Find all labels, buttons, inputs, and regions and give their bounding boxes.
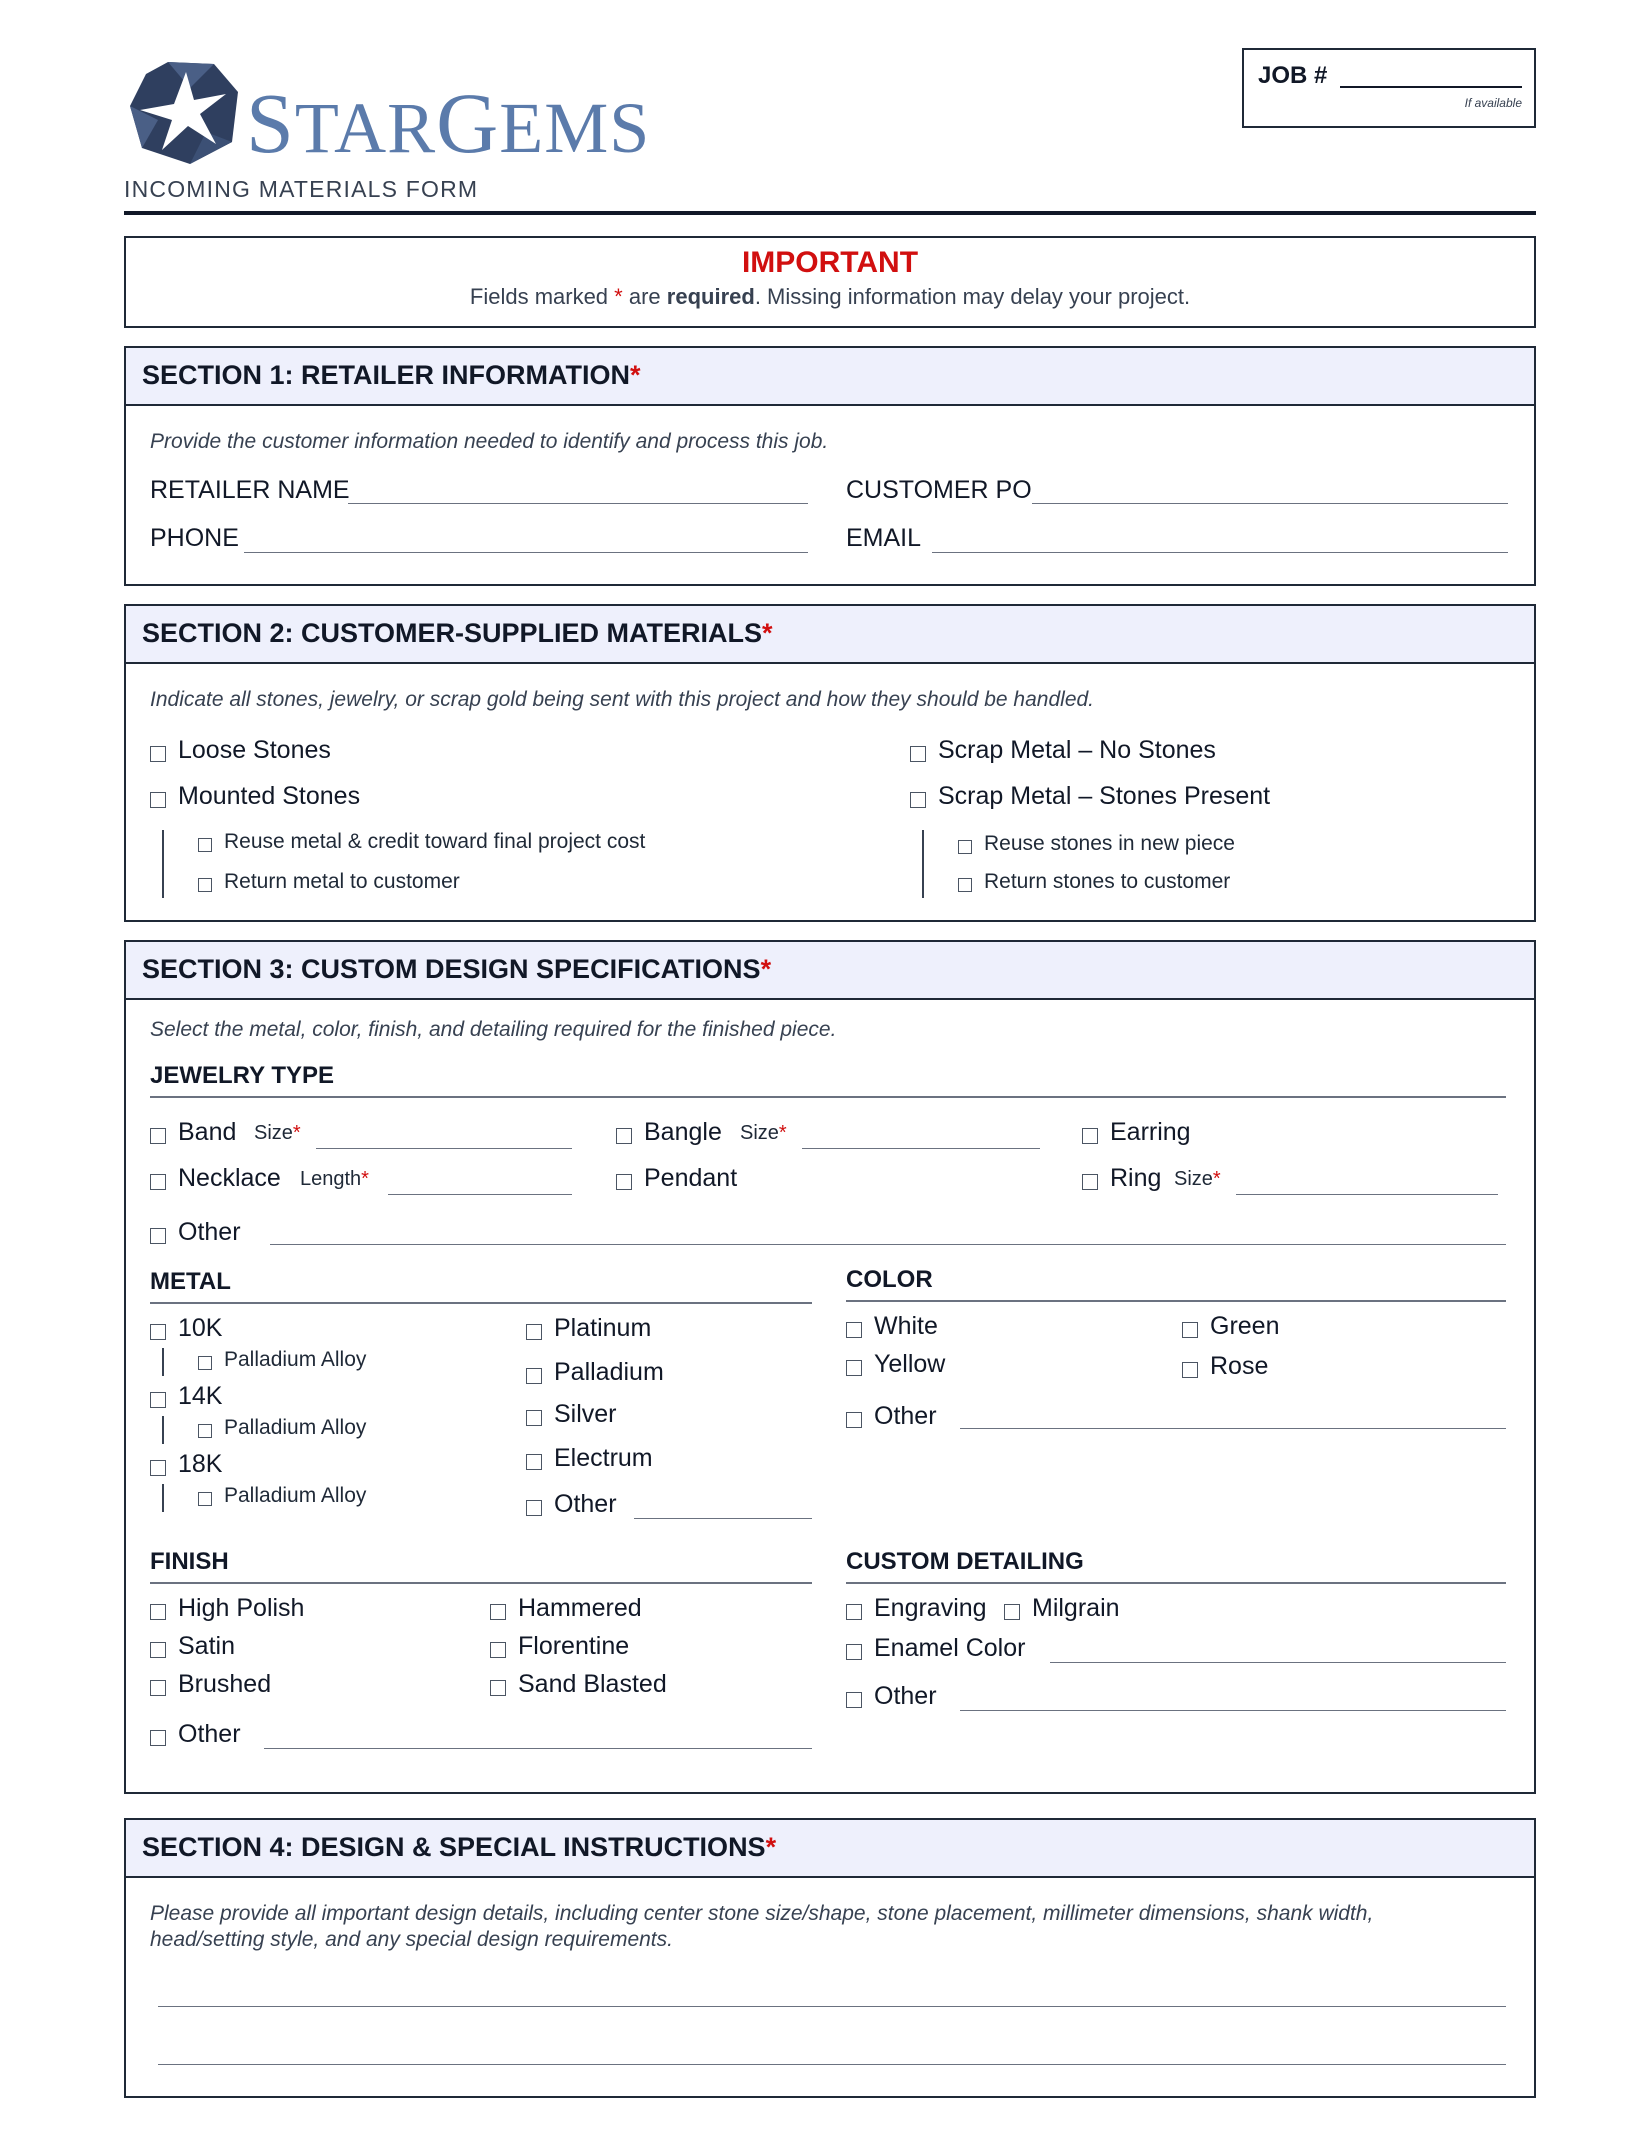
color-other-checkbox[interactable] [846, 1412, 862, 1428]
loose-stones-checkbox[interactable] [150, 746, 166, 762]
detailing-other-label: Other [874, 1682, 937, 1710]
band-checkbox[interactable] [150, 1128, 166, 1144]
color-yellow-checkbox[interactable] [846, 1360, 862, 1376]
satin-checkbox[interactable] [150, 1642, 166, 1658]
section-1-title: SECTION 1: RETAILER INFORMATION [142, 360, 630, 390]
sand-blasted-checkbox[interactable] [490, 1680, 506, 1696]
section-4-header [126, 1820, 1534, 1878]
scrap-no-stones-checkbox[interactable] [910, 746, 926, 762]
electrum-checkbox[interactable] [526, 1454, 542, 1470]
color-rule [846, 1300, 1506, 1302]
florentine-label: Florentine [518, 1632, 630, 1660]
color-white-checkbox[interactable] [846, 1322, 862, 1338]
florentine-checkbox[interactable] [490, 1642, 506, 1658]
stargems-logo-icon [128, 58, 240, 166]
ring-checkbox[interactable] [1082, 1174, 1098, 1190]
jewelry-type-rule [150, 1096, 1506, 1098]
bangle-checkbox[interactable] [616, 1128, 632, 1144]
required-asterisk: * [765, 1832, 777, 1862]
section-3-title: SECTION 3: CUSTOM DESIGN SPECIFICATIONS [142, 954, 761, 984]
ring-size-field[interactable] [1236, 1194, 1498, 1195]
hammered-checkbox[interactable] [490, 1604, 506, 1620]
return-metal-checkbox[interactable] [198, 878, 212, 892]
form-title: INCOMING MATERIALS FORM [124, 176, 479, 202]
brushed-label: Brushed [178, 1670, 272, 1698]
jewelry-other-field[interactable] [270, 1244, 1506, 1245]
scrap-no-stones-label: Scrap Metal – No Stones [938, 736, 1216, 764]
18k-palladium-alloy-checkbox[interactable] [198, 1492, 212, 1506]
required-asterisk: * [760, 954, 772, 984]
retailer-name-label: RETAILER NAME [150, 476, 350, 504]
mounted-stones-checkbox[interactable] [150, 792, 166, 808]
sand-blasted-label: Sand Blasted [518, 1670, 667, 1698]
job-number-field[interactable] [1340, 86, 1522, 88]
palladium-label: Palladium [554, 1358, 664, 1386]
jewelry-type-heading: JEWELRY TYPE [150, 1062, 335, 1089]
reuse-stones-label: Reuse stones in new piece [984, 832, 1235, 855]
section-design-special-instructions [124, 1818, 1536, 2098]
color-yellow-label: Yellow [874, 1350, 946, 1378]
section-2-title: SECTION 2: CUSTOMER-SUPPLIED MATERIALS [142, 618, 763, 648]
metal-18k-label: 18K [178, 1450, 223, 1478]
section-3-description: Select the metal, color, finish, and detailing required for the finished piece. [150, 1018, 837, 1041]
earring-label: Earring [1110, 1118, 1191, 1146]
section-4-description-line-1: Please provide all important design details, including center stone size/shape, stone placement, millimeter dimensions, shank width, [150, 1902, 1374, 1925]
earring-checkbox[interactable] [1082, 1128, 1098, 1144]
scrap-stones-present-checkbox[interactable] [910, 792, 926, 808]
metal-14k-checkbox[interactable] [150, 1392, 166, 1408]
enamel-color-checkbox[interactable] [846, 1644, 862, 1660]
required-asterisk: * [614, 284, 623, 309]
metal-other-label: Other [554, 1490, 617, 1518]
custom-detailing-heading: CUSTOM DETAILING [846, 1548, 1084, 1575]
section-3-header [126, 942, 1534, 1000]
instructions-line-1[interactable] [158, 2006, 1506, 2007]
scrap-suboptions-bracket [922, 830, 924, 898]
return-metal-label: Return metal to customer [224, 870, 460, 893]
brand-name: STARGEMS [246, 75, 651, 171]
section-2-header [126, 606, 1534, 664]
engraving-checkbox[interactable] [846, 1604, 862, 1620]
metal-18k-checkbox[interactable] [150, 1460, 166, 1476]
finish-other-field[interactable] [264, 1748, 812, 1749]
10k-palladium-alloy-label: Palladium Alloy [224, 1348, 367, 1371]
14k-palladium-alloy-checkbox[interactable] [198, 1424, 212, 1438]
enamel-color-field[interactable] [1050, 1662, 1506, 1663]
finish-rule [150, 1582, 812, 1584]
metal-18k-bracket [162, 1484, 164, 1512]
metal-other-checkbox[interactable] [526, 1500, 542, 1516]
required-asterisk: * [762, 618, 773, 648]
18k-palladium-alloy-label: Palladium Alloy [224, 1484, 367, 1507]
necklace-length-field[interactable] [388, 1194, 572, 1195]
metal-10k-bracket [162, 1348, 164, 1376]
platinum-checkbox[interactable] [526, 1324, 542, 1340]
color-white-label: White [874, 1312, 938, 1340]
metal-other-field[interactable] [634, 1518, 812, 1519]
color-heading: COLOR [846, 1266, 933, 1293]
jewelry-other-checkbox[interactable] [150, 1228, 166, 1244]
color-other-field[interactable] [960, 1428, 1506, 1429]
14k-palladium-alloy-label: Palladium Alloy [224, 1416, 367, 1439]
phone-label: PHONE [150, 524, 239, 552]
color-green-label: Green [1210, 1312, 1280, 1340]
section-4-description-line-2: head/setting style, and any special design requirements. [150, 1928, 673, 1951]
brushed-checkbox[interactable] [150, 1680, 166, 1696]
milgrain-checkbox[interactable] [1004, 1604, 1020, 1620]
jewelry-other-label: Other [178, 1218, 241, 1246]
metal-10k-checkbox[interactable] [150, 1324, 166, 1340]
color-green-checkbox[interactable] [1182, 1322, 1198, 1338]
finish-heading: FINISH [150, 1548, 229, 1575]
section-4-title: SECTION 4: DESIGN & SPECIAL INSTRUCTIONS [142, 1832, 766, 1862]
electrum-label: Electrum [554, 1444, 653, 1472]
detailing-other-field[interactable] [960, 1710, 1506, 1711]
loose-stones-label: Loose Stones [178, 736, 331, 764]
platinum-label: Platinum [554, 1314, 652, 1342]
finish-other-label: Other [178, 1720, 241, 1748]
band-size-label: Size* [254, 1122, 301, 1144]
bangle-size-field[interactable] [802, 1148, 1040, 1149]
engraving-label: Engraving [874, 1594, 987, 1622]
hammered-label: Hammered [518, 1594, 642, 1622]
retailer-name-field[interactable] [348, 503, 808, 504]
scrap-stones-present-label: Scrap Metal – Stones Present [938, 782, 1271, 810]
palladium-checkbox[interactable] [526, 1368, 542, 1384]
section-customer-supplied-materials [124, 604, 1536, 922]
job-number-hint: If available [1464, 96, 1522, 110]
important-text-after: . Missing information may delay your project. [754, 284, 1191, 309]
band-size-field[interactable] [316, 1148, 572, 1149]
reuse-stones-checkbox[interactable] [958, 840, 972, 854]
finish-other-checkbox[interactable] [150, 1730, 166, 1746]
silver-checkbox[interactable] [526, 1410, 542, 1426]
header-divider [124, 211, 1536, 215]
necklace-length-label: Length* [300, 1168, 369, 1190]
high-polish-label: High Polish [178, 1594, 305, 1622]
customer-po-field[interactable] [1032, 503, 1508, 504]
required-asterisk: * [630, 360, 641, 390]
customer-po-label: CUSTOMER PO [846, 476, 1032, 504]
mounted-suboptions-bracket [162, 830, 164, 898]
detailing-other-checkbox[interactable] [846, 1692, 862, 1708]
instructions-line-2[interactable] [158, 2064, 1506, 2065]
silver-label: Silver [554, 1400, 617, 1428]
section-retailer-information [124, 346, 1536, 586]
high-polish-checkbox[interactable] [150, 1604, 166, 1620]
return-stones-label: Return stones to customer [984, 870, 1231, 893]
section-1-description: Provide the customer information needed to identify and process this job. [150, 430, 829, 453]
section-1-header [126, 348, 1534, 406]
metal-14k-label: 14K [178, 1382, 223, 1410]
milgrain-label: Milgrain [1032, 1594, 1120, 1622]
metal-14k-bracket [162, 1416, 164, 1444]
metal-rule [150, 1302, 812, 1304]
reuse-metal-label: Reuse metal & credit toward final project cost [224, 830, 646, 853]
important-text-bold: required [666, 284, 755, 309]
pendant-label: Pendant [644, 1164, 738, 1192]
important-text [126, 284, 1534, 310]
metal-10k-label: 10K [178, 1314, 223, 1342]
bangle-size-label: Size* [740, 1122, 787, 1144]
pendant-checkbox[interactable] [616, 1174, 632, 1190]
custom-detailing-rule [846, 1582, 1506, 1584]
section-2-description: Indicate all stones, jewelry, or scrap gold being sent with this project and how they should be handled. [150, 688, 1095, 711]
important-text-middle: are [628, 284, 661, 309]
phone-field[interactable] [244, 552, 808, 553]
return-stones-checkbox[interactable] [958, 878, 972, 892]
mounted-stones-label: Mounted Stones [178, 782, 361, 810]
bangle-label: Bangle [644, 1118, 722, 1146]
color-rose-checkbox[interactable] [1182, 1362, 1198, 1378]
metal-heading: METAL [150, 1268, 231, 1295]
email-label: EMAIL [846, 524, 922, 552]
necklace-checkbox[interactable] [150, 1174, 166, 1190]
10k-palladium-alloy-checkbox[interactable] [198, 1356, 212, 1370]
enamel-color-label: Enamel Color [874, 1634, 1026, 1662]
band-label: Band [178, 1118, 237, 1146]
job-number-box [1242, 48, 1536, 128]
reuse-metal-checkbox[interactable] [198, 838, 212, 852]
satin-label: Satin [178, 1632, 235, 1660]
ring-size-label: Size* [1174, 1168, 1221, 1190]
color-rose-label: Rose [1210, 1352, 1269, 1380]
necklace-label: Necklace [178, 1164, 281, 1192]
ring-label: Ring [1110, 1164, 1162, 1192]
job-number-label: JOB # [1258, 62, 1328, 89]
color-other-label: Other [874, 1402, 937, 1430]
important-text-before: Fields marked [469, 284, 609, 309]
email-field[interactable] [932, 552, 1508, 553]
important-title: IMPORTANT [741, 246, 919, 279]
section-custom-design-specifications [124, 940, 1536, 1794]
important-notice [124, 236, 1536, 328]
